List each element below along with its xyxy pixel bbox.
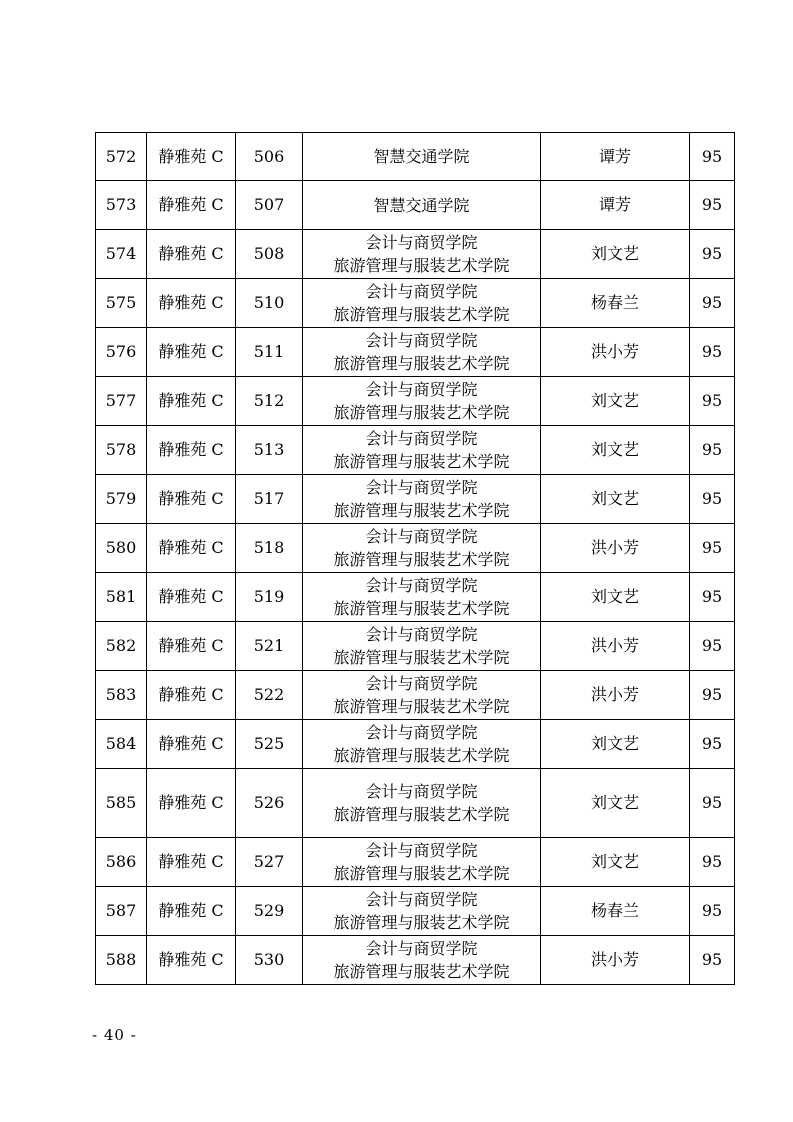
cell-building: 静雅苑 C: [147, 524, 236, 573]
cell-building: 静雅苑 C: [147, 769, 236, 838]
department-line: 旅游管理与服装艺术学院: [333, 746, 510, 765]
department-line: 旅游管理与服装艺术学院: [333, 599, 510, 618]
department-line: 会计与商贸学院: [365, 331, 478, 350]
cell-score: 95: [690, 377, 735, 426]
cell-number: 574: [96, 230, 147, 279]
cell-number: 578: [96, 426, 147, 475]
cell-score: 95: [690, 622, 735, 671]
cell-person: 刘文艺: [541, 475, 690, 524]
cell-room: 518: [236, 524, 303, 573]
cell-number: 588: [96, 936, 147, 985]
cell-number: 579: [96, 475, 147, 524]
cell-room: 517: [236, 475, 303, 524]
cell-building: 静雅苑 C: [147, 573, 236, 622]
cell-department: [303, 887, 541, 936]
department-line: 会计与商贸学院: [365, 478, 478, 497]
cell-building: 静雅苑 C: [147, 671, 236, 720]
table-row: [96, 426, 735, 475]
table-row: [96, 279, 735, 328]
department-line: 会计与商贸学院: [365, 723, 478, 742]
cell-department: [303, 573, 541, 622]
cell-number: 586: [96, 838, 147, 887]
cell-person: 刘文艺: [541, 720, 690, 769]
table-row: [96, 524, 735, 573]
cell-building: 静雅苑 C: [147, 279, 236, 328]
page-number: - 40 -: [92, 1026, 137, 1044]
table-row: [96, 769, 735, 838]
cell-person: 刘文艺: [541, 838, 690, 887]
cell-room: 522: [236, 671, 303, 720]
cell-room: 506: [236, 133, 303, 181]
table-row: [96, 181, 735, 230]
table-body: [96, 133, 735, 985]
cell-department: [303, 524, 541, 573]
department-line: 旅游管理与服装艺术学院: [333, 452, 510, 471]
cell-building: 静雅苑 C: [147, 720, 236, 769]
cell-room: 529: [236, 887, 303, 936]
cell-person: 刘文艺: [541, 769, 690, 838]
department-line: 旅游管理与服装艺术学院: [333, 697, 510, 716]
department-line: 旅游管理与服装艺术学院: [333, 648, 510, 667]
cell-person: 洪小芳: [541, 671, 690, 720]
cell-person: 谭芳: [541, 133, 690, 181]
cell-building: 静雅苑 C: [147, 475, 236, 524]
cell-building: 静雅苑 C: [147, 230, 236, 279]
table-row: [96, 230, 735, 279]
cell-building: 静雅苑 C: [147, 622, 236, 671]
cell-score: 95: [690, 524, 735, 573]
cell-building: 静雅苑 C: [147, 328, 236, 377]
department-line: 会计与商贸学院: [365, 625, 478, 644]
cell-number: 572: [96, 133, 147, 181]
cell-department: [303, 230, 541, 279]
cell-room: 512: [236, 377, 303, 426]
cell-score: 95: [690, 133, 735, 181]
department-line: 会计与商贸学院: [365, 782, 478, 801]
cell-building: 静雅苑 C: [147, 133, 236, 181]
cell-score: 95: [690, 887, 735, 936]
department-line: 会计与商贸学院: [365, 674, 478, 693]
department-line: 会计与商贸学院: [365, 282, 478, 301]
cell-department: [303, 475, 541, 524]
cell-number: 583: [96, 671, 147, 720]
cell-department: [303, 377, 541, 426]
inspection-table-container: [95, 132, 734, 985]
cell-number: 576: [96, 328, 147, 377]
cell-number: 581: [96, 573, 147, 622]
cell-number: 587: [96, 887, 147, 936]
cell-room: 525: [236, 720, 303, 769]
cell-person: 刘文艺: [541, 573, 690, 622]
department-line: 会计与商贸学院: [365, 429, 478, 448]
cell-person: 刘文艺: [541, 377, 690, 426]
cell-department: [303, 328, 541, 377]
cell-building: 静雅苑 C: [147, 181, 236, 230]
cell-person: 洪小芳: [541, 622, 690, 671]
table-row: [96, 377, 735, 426]
cell-department: [303, 936, 541, 985]
cell-person: 刘文艺: [541, 230, 690, 279]
cell-number: 584: [96, 720, 147, 769]
department-line: 会计与商贸学院: [365, 527, 478, 546]
cell-building: 静雅苑 C: [147, 377, 236, 426]
cell-person: 杨春兰: [541, 279, 690, 328]
department-line: 会计与商贸学院: [365, 939, 478, 958]
department-line: 会计与商贸学院: [365, 380, 478, 399]
department-line: 智慧交通学院: [373, 147, 470, 166]
cell-score: 95: [690, 328, 735, 377]
cell-score: 95: [690, 671, 735, 720]
cell-room: 521: [236, 622, 303, 671]
table-row: [96, 328, 735, 377]
cell-person: 洪小芳: [541, 328, 690, 377]
cell-building: 静雅苑 C: [147, 838, 236, 887]
cell-department: [303, 769, 541, 838]
inspection-table: [95, 132, 735, 985]
cell-score: 95: [690, 720, 735, 769]
table-row: [96, 887, 735, 936]
cell-department: [303, 279, 541, 328]
cell-score: 95: [690, 279, 735, 328]
cell-room: 530: [236, 936, 303, 985]
table-row: [96, 671, 735, 720]
cell-number: 585: [96, 769, 147, 838]
cell-person: 杨春兰: [541, 887, 690, 936]
cell-score: 95: [690, 838, 735, 887]
table-row: [96, 573, 735, 622]
department-line: 旅游管理与服装艺术学院: [333, 403, 510, 422]
cell-number: 582: [96, 622, 147, 671]
cell-score: 95: [690, 936, 735, 985]
cell-person: 洪小芳: [541, 524, 690, 573]
cell-score: 95: [690, 181, 735, 230]
table-row: [96, 475, 735, 524]
department-line: 会计与商贸学院: [365, 233, 478, 252]
cell-department: [303, 720, 541, 769]
cell-person: 洪小芳: [541, 936, 690, 985]
department-line: 会计与商贸学院: [365, 841, 478, 860]
table-row: [96, 622, 735, 671]
cell-room: 526: [236, 769, 303, 838]
table-row: [96, 133, 735, 181]
cell-score: 95: [690, 426, 735, 475]
table-row: [96, 936, 735, 985]
cell-number: 580: [96, 524, 147, 573]
department-line: 旅游管理与服装艺术学院: [333, 256, 510, 275]
cell-room: 513: [236, 426, 303, 475]
cell-department: [303, 426, 541, 475]
cell-department: [303, 622, 541, 671]
cell-department: [303, 671, 541, 720]
department-line: 智慧交通学院: [373, 195, 470, 215]
department-line: 旅游管理与服装艺术学院: [333, 864, 510, 883]
department-line: 旅游管理与服装艺术学院: [333, 550, 510, 569]
cell-score: 95: [690, 475, 735, 524]
department-line: 旅游管理与服装艺术学院: [333, 962, 510, 981]
cell-person: 谭芳: [541, 181, 690, 230]
cell-building: 静雅苑 C: [147, 936, 236, 985]
cell-score: 95: [690, 769, 735, 838]
cell-number: 575: [96, 279, 147, 328]
cell-room: 511: [236, 328, 303, 377]
department-line: 旅游管理与服装艺术学院: [333, 354, 510, 373]
department-line: 旅游管理与服装艺术学院: [333, 805, 510, 824]
cell-number: 577: [96, 377, 147, 426]
table-row: [96, 838, 735, 887]
department-line: 会计与商贸学院: [365, 890, 478, 909]
cell-room: 508: [236, 230, 303, 279]
cell-building: 静雅苑 C: [147, 426, 236, 475]
cell-person: 刘文艺: [541, 426, 690, 475]
cell-building: 静雅苑 C: [147, 887, 236, 936]
table-row: [96, 720, 735, 769]
cell-score: 95: [690, 230, 735, 279]
department-line: 旅游管理与服装艺术学院: [333, 501, 510, 520]
cell-department: [303, 181, 541, 230]
cell-room: 510: [236, 279, 303, 328]
department-line: 旅游管理与服装艺术学院: [333, 913, 510, 932]
department-line: 会计与商贸学院: [365, 576, 478, 595]
cell-room: 519: [236, 573, 303, 622]
cell-score: 95: [690, 573, 735, 622]
cell-department: [303, 133, 541, 181]
cell-room: 527: [236, 838, 303, 887]
department-line: 旅游管理与服装艺术学院: [333, 305, 510, 324]
cell-department: [303, 838, 541, 887]
cell-room: 507: [236, 181, 303, 230]
cell-number: 573: [96, 181, 147, 230]
